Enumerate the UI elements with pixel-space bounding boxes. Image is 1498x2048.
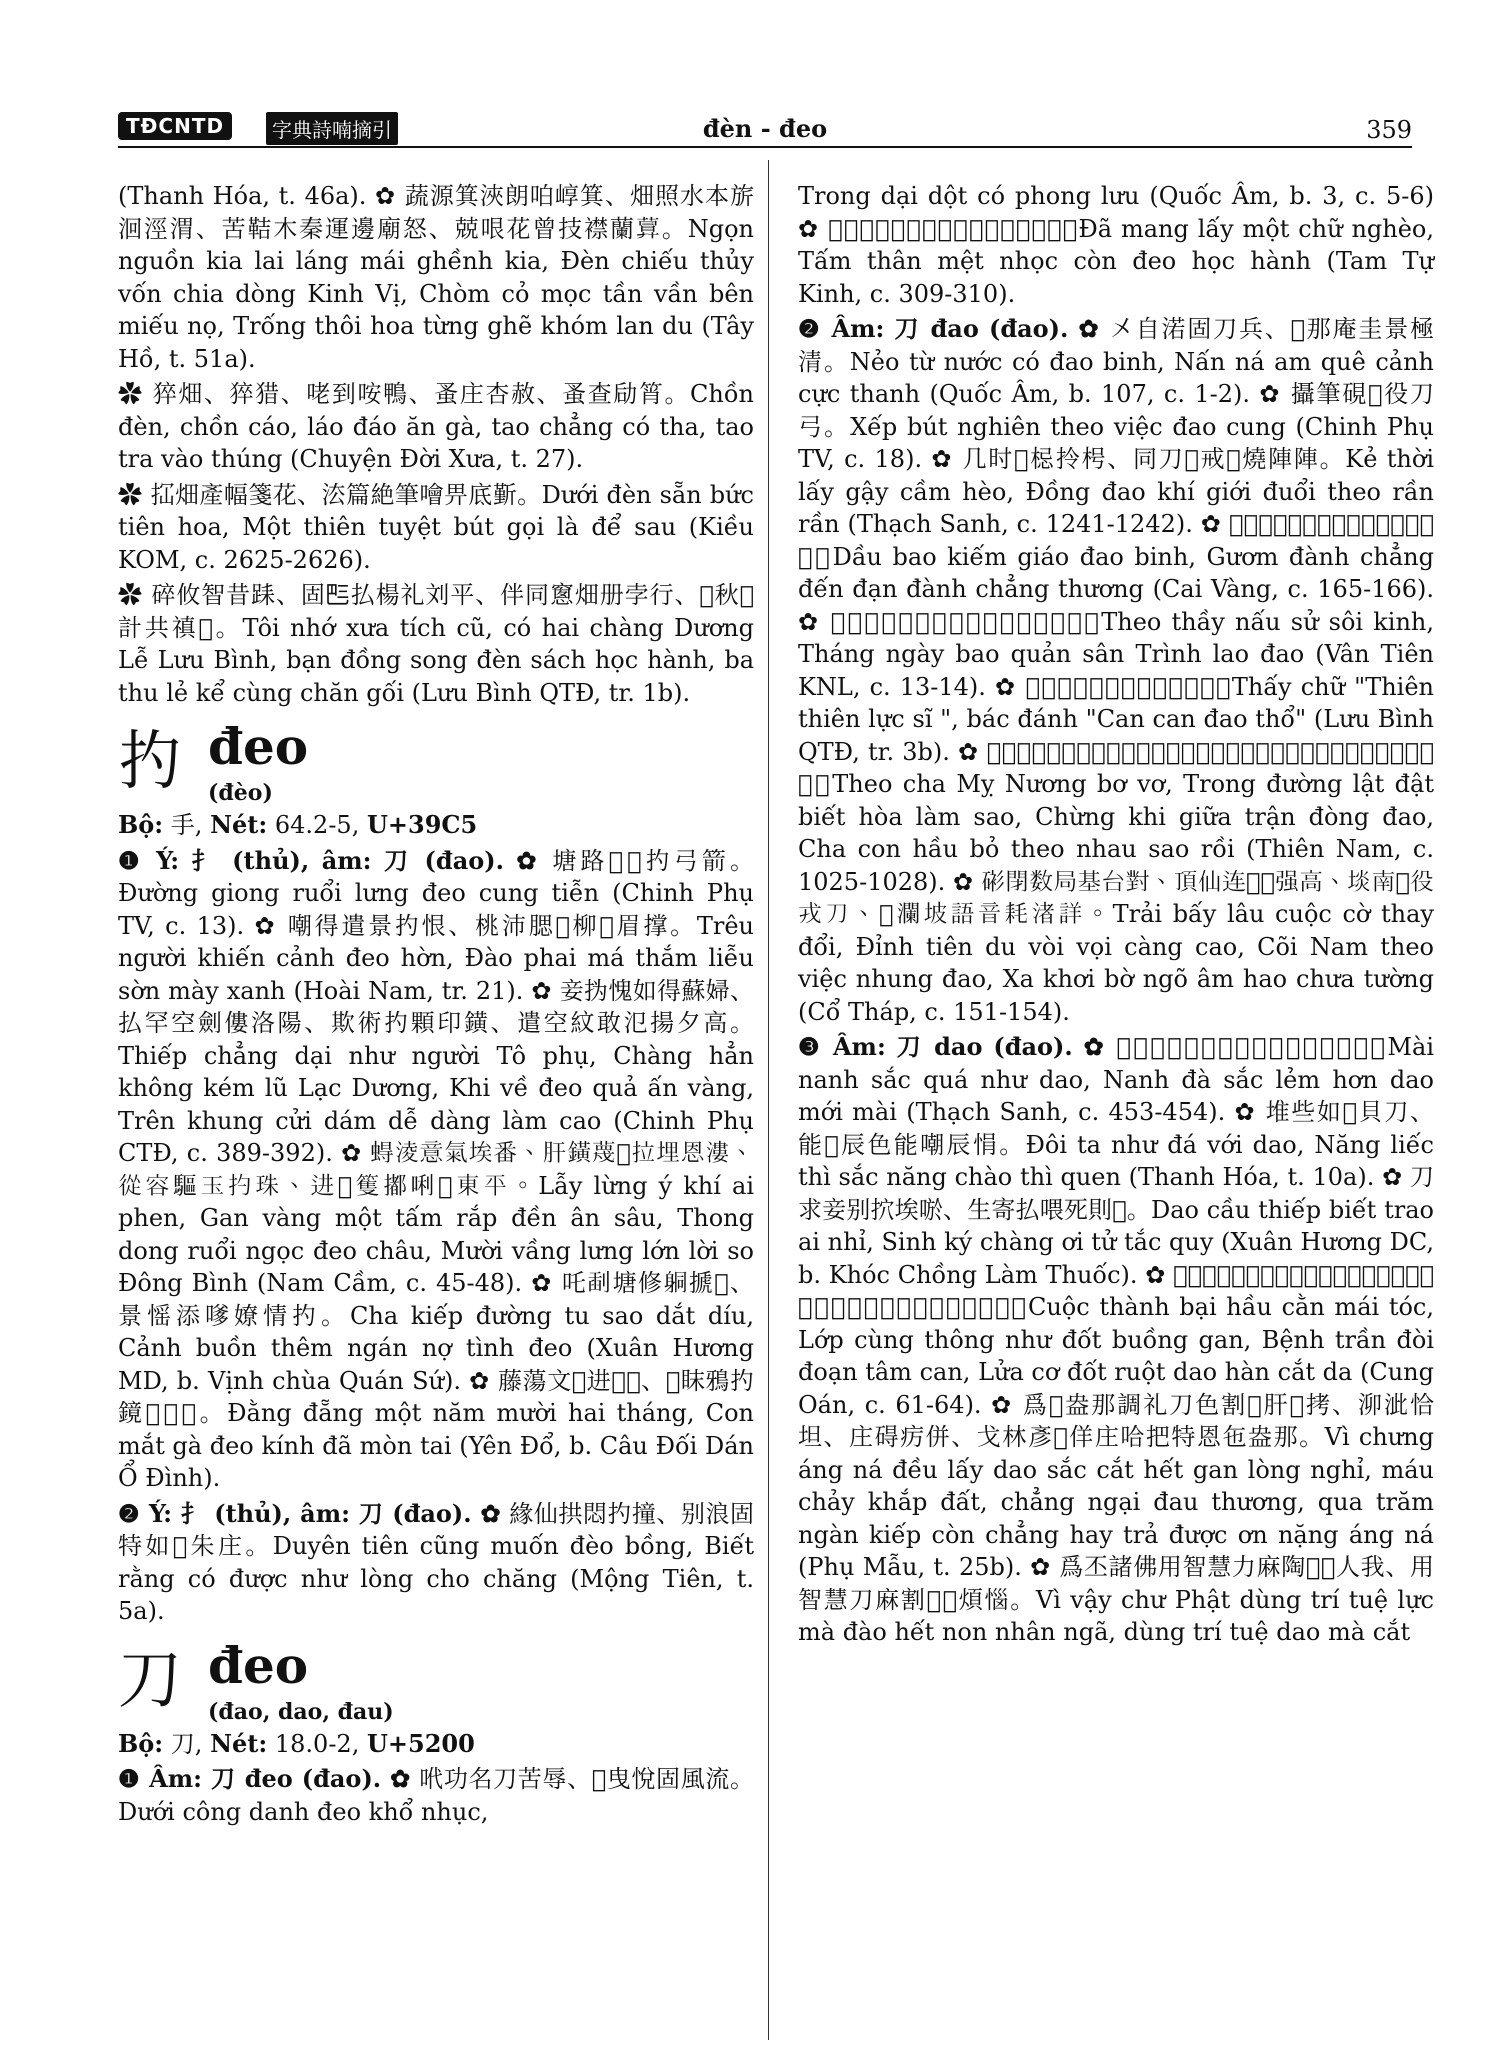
paragraph: (Thanh Hóa, t. 46a). ✿ 蔬源箕浹朗㕷崞箕、畑照水本旂洄涇渭、苦鞊木秦運邊廟怒、兢哏花曾技襟蘭𦽹。Ngọn nguồn kia lai láng mái ghềnh kia, Đèn chiếu thủy vốn chia dòng Kinh Vị, Chòm cỏ mọc tần vần bên miếu nọ, Trống thôi hoa từng ghẽ khóm lan du (Tây Hồ, t. 51a). bbox=[118, 182, 754, 373]
page-number: 359 bbox=[1366, 116, 1412, 144]
sense bbox=[118, 845, 754, 1495]
sense-text: 塘路𨇒𦡟扚弓箭。Đường giong ruổi lưng đeo cung tiễn (Chinh Phụ TV, c. 13). ✿ 嘲得遣景扚恨、桃沛腮𦼥柳𣻆眉撑。Trêu người khiến cảnh đeo hờn, Đào phai má thắm liễu sờn mày xanh (Hoài Nam, tr. 21). ✿ 妾㧑愧如得蘇婦、払罕空劍僂洛陽、欺術扚顆印鐄、遣空紋敢氾揚夕高。Thiếp chẳng dại như người Tô phụ, Chàng hẳn không kém lũ Lạc Dương, Khi về đeo quả ấn vàng, Trên khung cửi dám dễ dàng làm cao (Chinh Phụ CTĐ, c. 389-392). ✿ 𧍋淩意氣埃番、肝鐄蔑𫀅拉埋恩漊、從容驅玉扚珠、进𨤔篗𢵋唎𢵰東平。Lẫy lừng ý khí ai phen, Gan vàng một tấm rắp đền ân sâu, Thong dong ruổi ngọc đeo châu, Mười vầng lưng lớn lời so Đông Bình (Nam Cầm, c. 45-48). ✿ 吒𠝞塘修𨈹搋𢬣、景愮添嗲嫽情扚。Cha kiếp đường tu sao dắt díu, Cảnh buồn thêm ngán nợ tình đeo (Xuân Hương MD, b. Vịnh chùa Quán Sứ). ✿ 藤蕩文𢆥进𠀧𦣰、𥉰眜鴉扚鏡𠀧𥊚𦖑。Đằng đẵng một năm mười hai tháng, Con mắt gà đeo kính đã mòn tai (Yên Đổ, b. Câu Đối Dán Ổ Đình). bbox=[118, 846, 754, 1492]
sense bbox=[118, 1498, 754, 1628]
entry-metadata bbox=[118, 1728, 754, 1761]
meta-strokes: 64.2-5, bbox=[274, 811, 360, 839]
paragraph: Trong dại dột có phong lưu (Quốc Âm, b. 3, c. 5-6) ✿ 𠃅芒𥘀文字𪅾、总身疫𢉩佯刀孛行。Đã mang lấy một chữ nghèo, Tấm thân mệt nhọc còn đeo học hành (Tam Tự Kinh, c. 309-310). bbox=[798, 182, 1434, 308]
sense-text: 𥕄釾鈌过如刀、釾它鈌欽欣交買鉭。Mài nanh sắc quá như dao, Nanh đà sắc lẻm hơn dao mới mài (Thạch Sanh, c. 453-454). ✿ 堆些如𥒥貝刀、能𥕄辰色能嘲辰悁。Đôi ta như đá với dao, Năng liếc thì sắc năng chào thì quen (Thanh Hóa, t. 10a). ✿ 刀求妾别㧒埃唹、生寄払喂死則𡢐。Dao cầu thiếp biết trao ai nhỉ, Sinh ký chàng ơi tử tắc quy (Xuân Hương DC, b. Khóc Chồng Làm Thuốc). ✿ 𢀭成敗𠋦𠫾㕷𩯀、拉窮通如𤈜𦟐肝、病塵隊断心肝、焒𩛷焠肆刀寒割𦛌。Cuộc thành bại hầu cằn mái tóc, Lớp cùng thông như đốt buồng gan, Bệnh trần đòi đoạn tâm can, Lửa cơ đốt ruột dao hàn cắt da (Cung Oán, c. 61-64). ✿ 爲𡗶盎那調礼刀色割𣦍肝𦝬拷、泖泚恰坦、庄碍疠併、戈林彥𠛌佯庄哈把特恩㐌盎那。Vì chưng áng ná đều lấy dao sắc cắt hết gan lòng nghỉ, máu chảy khắp đất, chẳng ngại đau thương, qua trăm ngàn kiếp còn chẳng hay trả được ơn nặng áng ná (Phụ Mẫu, t. 25b). ✿ 爲丕諸佛用智慧力麻陶𣦍𡅐人我、用智慧刀麻割𣦍𦀊煩惱。Vì vậy chư Phật dùng trí tuệ lực mà đào hết non nhân ngã, dùng trí tuệ dao mà cắt bbox=[798, 1033, 1434, 1646]
paragraph: ✿ 𢫏畑產幅箋花、㳒篇絶筆噲畀底斳。Dưới đèn sẵn bức tiên hoa, Một thiên tuyệt bút gọi là để sau (Kiều KOM, c. 2625-2626). bbox=[118, 480, 754, 574]
sense-text: 𠰺功名刀苦辱、𩈘曳悅固風流。Dưới công danh đeo khổ nhục, bbox=[118, 1765, 755, 1826]
left-column bbox=[118, 180, 754, 1831]
entry-heading bbox=[118, 717, 754, 806]
meta-label-net: Nét: bbox=[210, 810, 268, 839]
entry-variants: (đao, dao, đau) bbox=[208, 1698, 394, 1725]
header-rule bbox=[118, 146, 1412, 148]
meta-unicode: U+5200 bbox=[366, 1728, 475, 1758]
sense-text: 緣仙拱悶扚撞、别浪固特如𢚸朱庄。Duyên tiên cũng muốn đèo bồng, Biết rằng có được như lòng cho chăng (Mộng Tiên, t. 5a). bbox=[118, 1499, 754, 1625]
sense-label: ❷ Âm: 刀 đao (đao). ✿ bbox=[798, 314, 1101, 343]
meta-unicode: U+39C5 bbox=[366, 810, 478, 839]
entry-headword: đeo bbox=[208, 1635, 309, 1695]
right-column bbox=[798, 180, 1434, 1652]
dictionary-badge: TĐCNTD bbox=[118, 112, 232, 140]
sense-text: 㐅自渃固刀兵、𨁪那庵圭景極清。Nẻo từ nước có đao binh, Nấn ná am quê cảnh cực thanh (Quốc Âm, b. 107, c. 1-2). ✿ 攝筆硯𨀈役刀弓。Xếp bút nghiên theo việc đao cung (Chinh Phụ TV, c. 18). ✿ 几时𥘀梞拎枵、同刀𨱽戒𨖲燒陣陣。Kẻ thời lấy gậy cầm hèo, Đồng đao khí giới đuổi theo rần rần (Thạch Sanh, c. 1241-1242). ✿ 𨑗色劔教刀兵、𢤜停庄典憚停庄傷。Dầu bao kiếm giáo đao binh, Gươm đành chẳng đến đạn đành chẳng thương (Cai Vàng, c. 165-166). ✿ 𨀈柴𤇮史𦇒經、𦝄𣋚色𢚸𤈜程劳刀。Theo thầy nấu sử sôi kinh, Tháng ngày bao quản sân Trình lao đao (Vân Tiên KNL, c. 13-14). ✿ 𧡊𡦂千千力士𫁅打干干刀土。Thấy chữ "Thiên thiên lực sĩ ", bác đánh "Can can đao thổ" (Lưu Bình QTĐ, tr. 3b). ✿ 𨀈吒媚娘㐌為、工唐𤂬撻别和夕牢、𤎒欺𦓡陣同刀、吒昆𠈗補𨀈鐃牢移。Theo cha Mỵ Nương bơ vơ, Trong đường lật đật biết hòa làm sao, Chừng khi giữa trận đòng đao, Cha con hầu bỏ theo nhau sao rồi (Thiên Nam, c. 1025-1028). ✿ 𥓸閉数局基台對、頂仙连𢧚𢧚强高、埮南𨀈役戎刀、𣲤瀾坡語音耗渚詳。Trải bấy lâu cuộc cờ thay đổi, Đỉnh tiên du vòi vọi càng cao, Cõi Nam theo việc nhung đao, Xa khơi bờ ngõ âm hao chưa tường (Cổ Tháp, c. 151-154). bbox=[798, 315, 1434, 1026]
entry-glyph: 扚 bbox=[118, 725, 182, 799]
sense bbox=[798, 1031, 1434, 1649]
entry-headword: đeo bbox=[208, 717, 309, 776]
entry-variants: (đèo) bbox=[208, 780, 273, 806]
running-head: đèn - đeo bbox=[702, 114, 828, 143]
meta-label-net: Nét: bbox=[210, 1728, 268, 1758]
meta-label-bo: Bộ: bbox=[118, 1728, 164, 1758]
sense bbox=[798, 313, 1434, 1028]
sense-label: ❷ Ý: 扌 (thủ), âm: 刀 (đao). ✿ bbox=[118, 1498, 502, 1528]
nom-title-badge: 字典詩喃摘引 bbox=[266, 112, 398, 145]
meta-label-bo: Bộ: bbox=[118, 810, 164, 839]
meta-radical: 手, bbox=[170, 811, 203, 839]
meta-radical: 刀, bbox=[170, 1729, 203, 1758]
column-divider bbox=[768, 160, 769, 2040]
sense-label: ❶ Âm: 刀 đeo (đao). ✿ bbox=[118, 1764, 411, 1793]
paragraph: ✿ 碎攸智昔𨀤、固𠀧払楊礼刘平、伴同窻畑册孛行、𢀦秋𥘀計共禛𧙀。Tôi nhớ xưa tích cũ, có hai chàng Dương Lễ Lưu Bình, bạn đồng song đèn sách học hành, ba thu lẻ kể cùng chăn gối (Lưu Bình QTĐ, tr. 1b). bbox=[118, 581, 754, 707]
entry-metadata bbox=[118, 809, 754, 842]
entry-glyph: 刀 bbox=[118, 1643, 182, 1718]
sense-label: ❸ Âm: 刀 dao (đao). ✿ bbox=[798, 1032, 1107, 1061]
sense bbox=[118, 1763, 754, 1828]
page-header bbox=[118, 106, 1412, 146]
sense-label: ❶ Ý: 扌 (thủ), âm: 刀 (đao). ✿ bbox=[118, 845, 541, 875]
paragraph: ✿ 猝畑、猝猎、咾到咹鴨、蚤庄杏赦、蚤查劶筲。Chồn đèn, chồn cáo, láo đáo ăn gà, tao chẳng có tha, tao tra vào thúng (Chuyện Đời Xưa, t. 27). bbox=[118, 380, 754, 473]
meta-strokes: 18.0-2, bbox=[274, 1729, 360, 1758]
entry-heading bbox=[118, 1635, 754, 1725]
